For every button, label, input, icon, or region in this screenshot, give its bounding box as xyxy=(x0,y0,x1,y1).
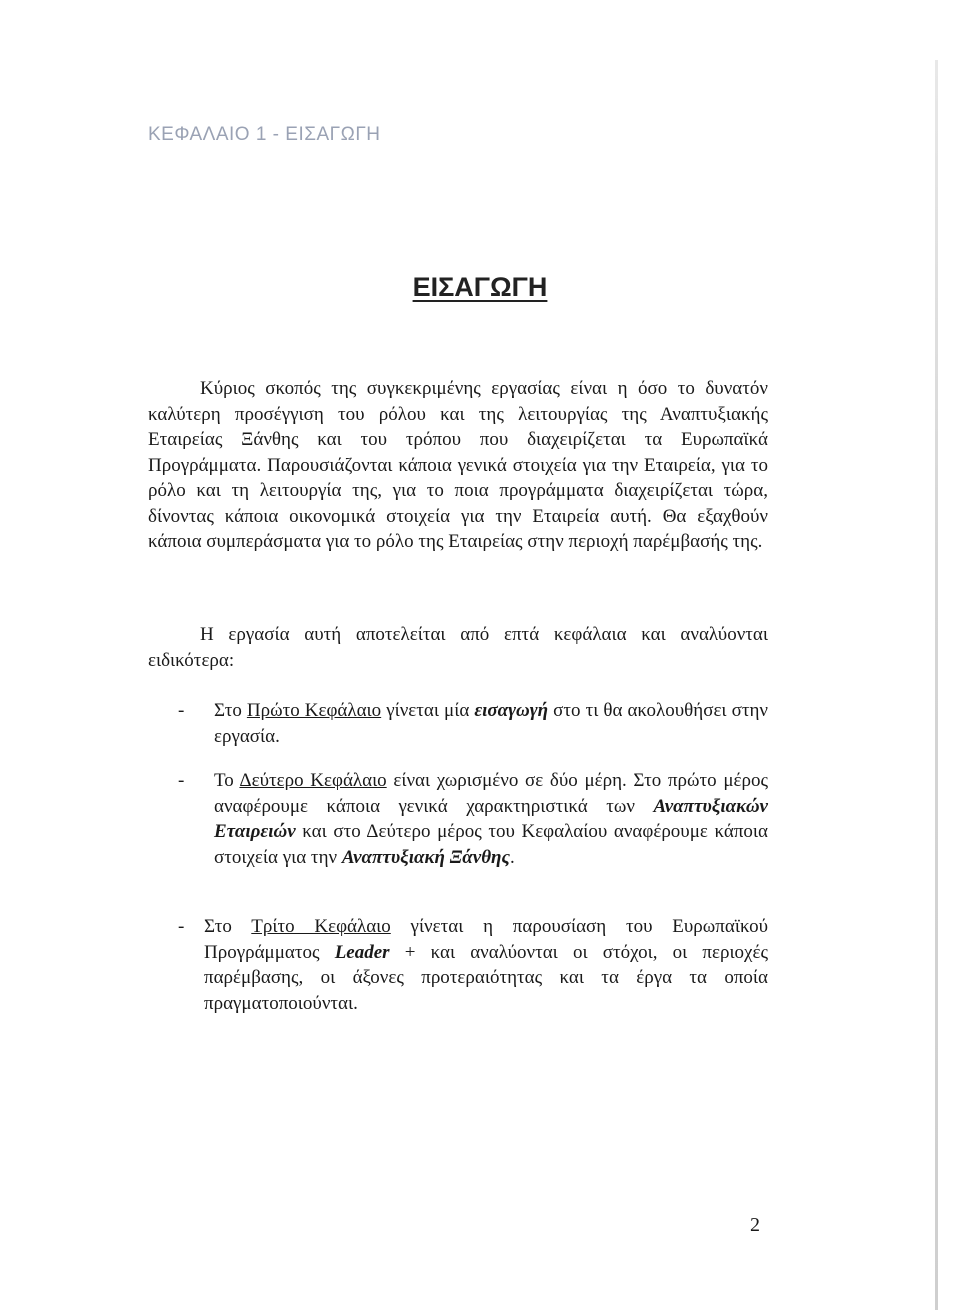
list-item-chapter-3 xyxy=(178,914,768,1016)
list-dash: - xyxy=(178,916,185,937)
chapter-name: Τρίτο Κεφάλαιο xyxy=(251,916,391,937)
emphasis: Αναπτυξιακών Εταιρειών xyxy=(214,795,768,842)
page-number: 2 xyxy=(750,1214,760,1236)
page-title: ΕΙΣΑΓΩΓΗ xyxy=(412,272,548,302)
scan-page-edge xyxy=(935,60,938,1310)
list-dash: - xyxy=(178,700,185,721)
list-dash: - xyxy=(178,770,185,791)
chapter-name: Δεύτερο Κεφάλαιο xyxy=(239,770,387,791)
list-item-chapter-1 xyxy=(178,698,768,749)
list-item-chapter-2 xyxy=(178,768,768,870)
list-item-text: Στο Πρώτο Κεφάλαιο γίνεται μία εισαγωγή στο τι θα ακολουθήσει στην εργασία. xyxy=(214,700,768,747)
list-item-text: Το Δεύτερο Κεφάλαιο είναι χωρισμένο σε δύο μέρη. Στο πρώτο μέρος αναφέρουμε κάποια γενικά χαρακτηριστικά των Αναπτυξιακών Εταιρειών και στο Δεύτερο μέρος του Κεφαλαίου αναφέρουμε κάποια στοιχεία για την Αναπτυξιακή Ξάνθης. xyxy=(214,770,768,868)
structure-paragraph: Η εργασία αυτή αποτελείται από επτά κεφάλαια και αναλύονται ειδικότερα: xyxy=(148,624,768,671)
emphasis: Leader xyxy=(334,941,390,963)
running-header: ΚΕΦΑΛΑΙΟ 1 - ΕΙΣΑΓΩΓΗ xyxy=(148,124,381,145)
intro-paragraph: Κύριος σκοπός της συγκεκριμένης εργασίας είναι η όσο το δυνατόν καλύτερη προσέγγιση του ρόλου και της λειτουργίας της Αναπτυξιακής Εταιρείας Ξάνθης και του τρόπου που διαχειρίζεται τα Ευρωπαϊκά Προγράμματα. Παρουσιάζονται κάποια γενικά στοιχεία για την Εταιρεία, για το ρόλο και τη λειτουργία της, για το ποια προγράμματα διαχειρίζεται τώρα, δίνοντας κάποια οικονομικά στοιχεία για την Εταιρεία αυτή. Θα εξαχθούν κάποια συμπεράσματα για το ρόλο της Εταιρείας στην περιοχή παρέμβασής της. xyxy=(148,378,768,552)
emphasis: Αναπτυξιακή Ξάνθης xyxy=(341,846,510,868)
list-item-text: Στο Τρίτο Κεφάλαιο γίνεται η παρουσίαση του Ευρωπαϊκού Προγράμματος Leader + και αναλύονται οι στόχοι, οι περιοχές παρέμβασης, οι άξονες προτεραιότητας και τα έργα τα οποία πραγματοποιούνται. xyxy=(204,916,769,1014)
emphasis: εισαγωγή xyxy=(474,700,549,721)
chapter-name: Πρώτο Κεφάλαιο xyxy=(246,700,382,721)
